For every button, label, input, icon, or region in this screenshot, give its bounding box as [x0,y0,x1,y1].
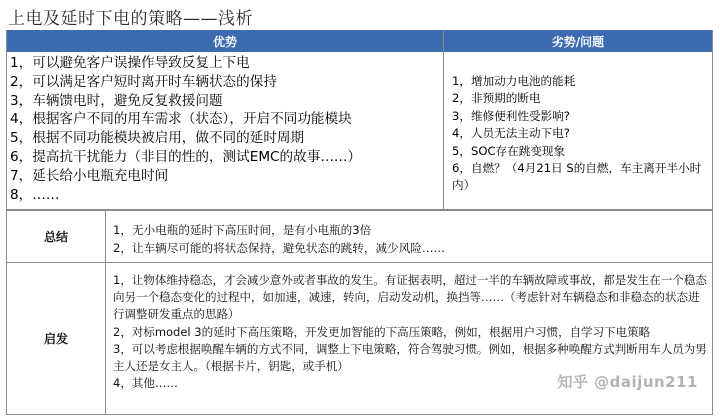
insight-line: 2，对标model 3的延时下高压策略，开发更加智能的下高压策略，例如，根据用户习惯，自学习下电策略 [113,324,651,339]
insights-label: 启发 [6,262,106,415]
list-item: 4，根据客户不同的用车需求（状态），开启不同功能模块 [10,111,352,128]
summary-label: 总结 [6,210,106,263]
list-item: 2，非预期的断电 [452,91,541,106]
insight-line: 4，其他…… [113,376,178,391]
page-title: 上电及延时下电的策略——浅析 [8,9,253,29]
list-item: 6，自燃？（4月21日 S的自燃，车主离开半小时内） [452,161,702,193]
list-item: 1，增加动力电池的能耗 [452,74,576,88]
summary-line: 1，无小电瓶的延时下高压时间，是有小电瓶的3倍 [113,223,372,237]
list-item: 6，提高抗干扰能力（非目的性的，测试EMC的故事……） [10,148,362,165]
disadvantages-list [452,73,708,195]
list-item: 3，车辆馈电时，避免反复救援问题 [10,92,223,109]
list-item: 3，维修便利性受影响? [452,108,570,123]
summary-line: 2，让车辆尽可能的将状态保持，避免状态的跳转，减少风险…… [113,241,446,255]
insight-line: 1，让物体维持稳态，才会减少意外或者事故的发生。有证据表明，超过一半的车辆故障或事故，都是发生在一个稳态向另一个稳态变化的过程中，如加速，减速，转向，启动发动机，换挡等……（考虑针对车辆稳态和非稳态的状态进行调整研发重点的思路） [113,273,707,322]
insight-line: 3，可以考虑根据唤醒车辆的方式不同，调整上下电策略，符合驾驶习惯。例如，根据多种唤醒方式判断用车人员为男主人还是女主人。（根据卡片，钥匙，或手机） [113,341,707,374]
list-item: 4，人员无法主动下电? [452,126,570,141]
advantages-list [10,54,440,204]
list-item: 5，SOC存在跳变现象 [452,143,566,158]
disadvantages-header: 劣势/问题 [444,30,712,52]
watermark: 知乎 @daijun211 [557,373,698,391]
list-item: 5，根据不同功能模块被启用，做不同的延时周期 [10,130,305,147]
list-item: 2，可以满足客户短时离开时车辆状态的保持 [10,73,277,90]
list-item: 7，延长给小电瓶充电时间 [10,167,169,184]
summary-text [113,221,703,257]
list-item: 8，…… [10,186,60,203]
list-item: 1，可以避免客户误操作导致反复上下电 [10,55,250,71]
advantages-header: 优势 [7,30,443,52]
